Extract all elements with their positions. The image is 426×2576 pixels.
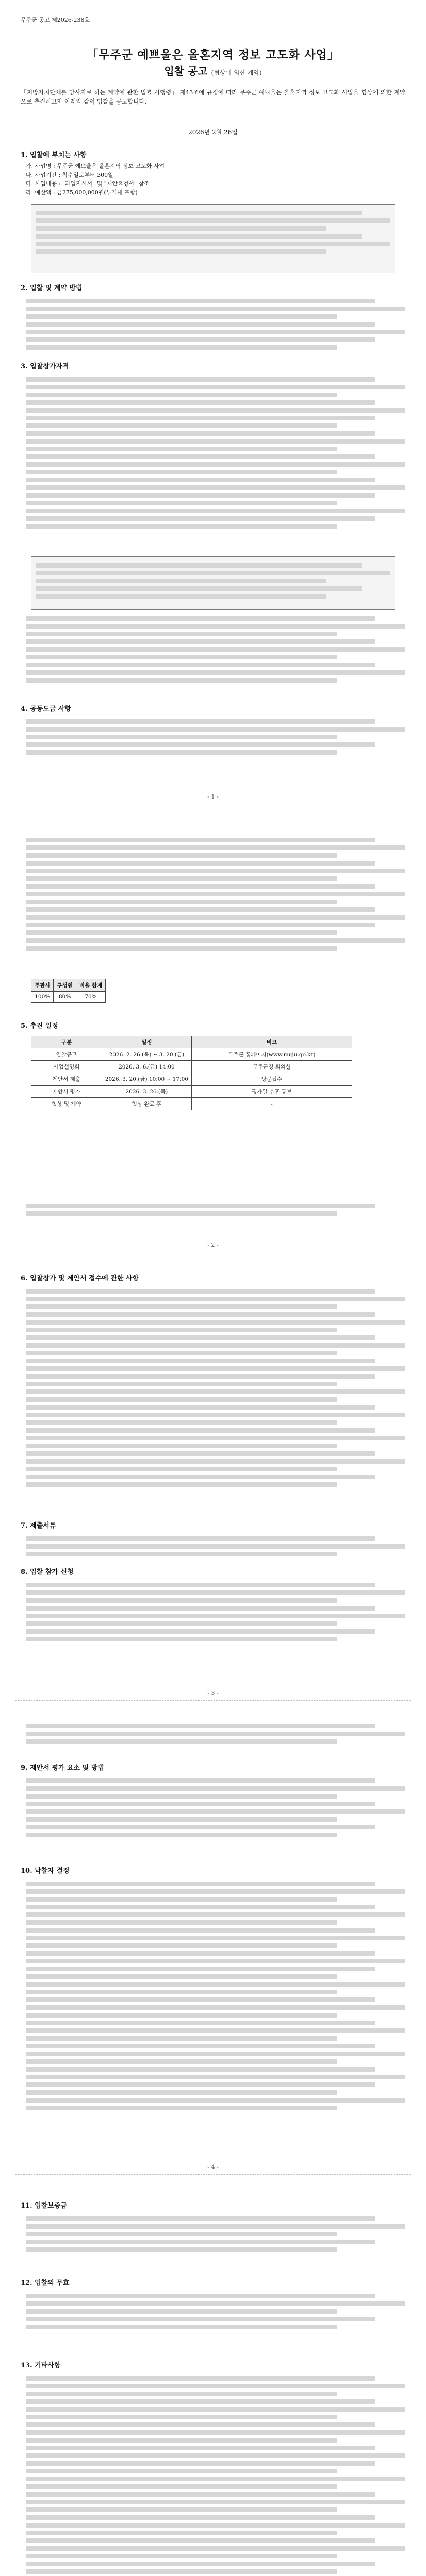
section-11-title (21, 2200, 67, 2210)
table-row (31, 1086, 352, 1098)
section-1-note (31, 204, 395, 273)
section-number: 10. (21, 1867, 32, 1875)
section-2-title (21, 282, 83, 292)
section-9-title (21, 1762, 104, 1772)
section-title: 입찰에 부치는 사항 (30, 151, 87, 159)
schedule-cell: 2026. 3. 26.(목) (102, 1086, 191, 1098)
section-12-body (26, 2291, 405, 2332)
section-number: 13. (21, 2362, 32, 2369)
section-9-body (26, 1775, 405, 1840)
schedule-col-header: 일정 (102, 1036, 191, 1048)
section-1-title (21, 149, 87, 159)
section-7-body (26, 1533, 405, 1560)
section-13-title (21, 2360, 60, 2369)
section-number: 6. (21, 1275, 28, 1282)
item-d: 라. 예산액 : 금275,000,000원(부가세 포함) (26, 189, 138, 196)
section-number: 2. (21, 284, 28, 292)
section-4-body (26, 716, 405, 758)
table-row (31, 1061, 352, 1073)
section-10-body (26, 1878, 405, 2113)
page-subtitle (0, 63, 426, 78)
subtitle-note: (협상에 의한 계약) (211, 69, 262, 76)
section-4-title (21, 703, 71, 713)
section-11-body (26, 2213, 405, 2255)
schedule-cell: 무주군청 회의실 (191, 1061, 352, 1073)
section-title: 입찰의 무효 (35, 2279, 70, 2287)
table-row (31, 1048, 352, 1061)
section-3-note (31, 556, 395, 610)
schedule-col-header: 비고 (191, 1036, 352, 1048)
share-ratio-table (31, 979, 106, 1003)
table-row (31, 1073, 352, 1086)
item-a: 가. 사업명 : 무주군 예쁘울은 올혼지역 정보 고도화 사업 (26, 163, 165, 170)
section-number: 4. (21, 705, 28, 713)
section-number: 9. (21, 1764, 28, 1772)
schedule-col-header: 구분 (31, 1036, 102, 1048)
section-title: 입찰 참가 신청 (30, 1568, 74, 1576)
section-title: 낙찰자 결정 (35, 1867, 70, 1875)
section-number: 12. (21, 2279, 32, 2287)
section-3-title (21, 361, 69, 370)
section-title: 기타사항 (35, 2362, 61, 2369)
page-number: - 2 - (207, 1242, 219, 1248)
schedule-cell: 사업설명회 (31, 1061, 102, 1073)
section-title: 제안서 평가 요소 및 방법 (30, 1764, 104, 1772)
page-number: - 3 - (207, 1690, 219, 1697)
section-3-body-cont (26, 613, 405, 686)
item-c: 다. 사업내용 : "과업지시서" 및 "제안요청서" 참조 (26, 180, 150, 187)
schedule-note (26, 1200, 405, 1219)
section-6-title (21, 1273, 139, 1282)
schedule-cell: 제안서 평가 (31, 1086, 102, 1098)
section-7-title (21, 1520, 56, 1530)
section-8-body (26, 1580, 405, 1645)
schedule-cell: 2026. 2. 26.(목) ~ 3. 20.(금) (102, 1048, 191, 1061)
section-title: 제출서류 (30, 1522, 56, 1530)
section-number: 1. (21, 151, 28, 159)
section-2-body (26, 296, 405, 353)
page-number: - 1 - (207, 793, 219, 800)
item-b: 나. 사업기간 : 착수일로부터 300일 (26, 172, 113, 178)
section-title: 입찰참가자격 (30, 363, 69, 370)
share-cell: 70% (76, 992, 105, 1003)
section-title: 입찰참가 및 제안서 접수에 관한 사항 (30, 1275, 139, 1282)
share-col-header: 비율 합계 (76, 979, 105, 992)
subtitle-main: 입찰 공고 (164, 65, 208, 77)
schedule-cell: 협상 완료 후 (102, 1098, 191, 1110)
section-number: 3. (21, 363, 28, 370)
section-5-title (21, 1020, 58, 1030)
notice-date: 2026년 2월 26일 (188, 129, 238, 136)
section-title: 입찰 및 계약 방법 (30, 284, 83, 292)
intro-paragraph: 「지방자치단체를 당사자로 하는 계약에 관한 법률 시행령」 제43조에 규정에 따라 무주군 예쁘울은 올혼지역 정보 고도화 사업을 협상에 의한 계약으로 추진하고자 아래와 같이 입찰을 공고합니다. (21, 89, 405, 105)
share-col-header: 주관사 (31, 979, 54, 992)
page-number: - 4 - (207, 2164, 219, 2171)
table-row (31, 1098, 352, 1110)
schedule-cell: 방문접수 (191, 1073, 352, 1086)
section-8-title (21, 1566, 74, 1576)
section-6-body (26, 1286, 405, 1490)
section-number: 5. (21, 1022, 28, 1030)
section-number: 11. (21, 2202, 32, 2210)
doc-number: 무주군 공고 제2026-238호 (21, 16, 90, 23)
schedule-cell: - (191, 1098, 352, 1110)
schedule-cell: 제안서 제출 (31, 1073, 102, 1086)
share-col-header: 구성원 (54, 979, 76, 992)
page-4-intro (26, 1721, 405, 1747)
share-cell: 80% (54, 992, 76, 1003)
section-title: 입찰보증금 (35, 2202, 67, 2210)
schedule-cell: 2026. 3. 20.(금) 10:00 ~ 17:00 (102, 1073, 191, 1086)
section-1-body (26, 162, 405, 197)
schedule-cell: 협상 및 계약 (31, 1098, 102, 1110)
section-4-body-cont (26, 835, 405, 954)
section-13-body (26, 2373, 405, 2576)
schedule-table (31, 1036, 352, 1110)
section-title: 추진 일정 (30, 1022, 58, 1030)
section-number: 8. (21, 1568, 28, 1576)
section-title: 공동도급 사항 (30, 705, 71, 713)
section-number: 7. (21, 1522, 28, 1530)
schedule-cell: 입찰공고 (31, 1048, 102, 1061)
schedule-cell: 2026. 3. 6.(금) 14:00 (102, 1061, 191, 1073)
page-title: 「무주군 예쁘울은 올혼지역 정보 고도화 사업」 (87, 48, 339, 62)
section-12-title (21, 2277, 69, 2287)
schedule-cell: 무주군 홈페이지(www.muju.go.kr) (191, 1048, 352, 1061)
section-3-body (26, 374, 405, 532)
schedule-cell: 평가일 추후 통보 (191, 1086, 352, 1098)
section-10-title (21, 1865, 69, 1875)
share-cell: 100% (31, 992, 54, 1003)
